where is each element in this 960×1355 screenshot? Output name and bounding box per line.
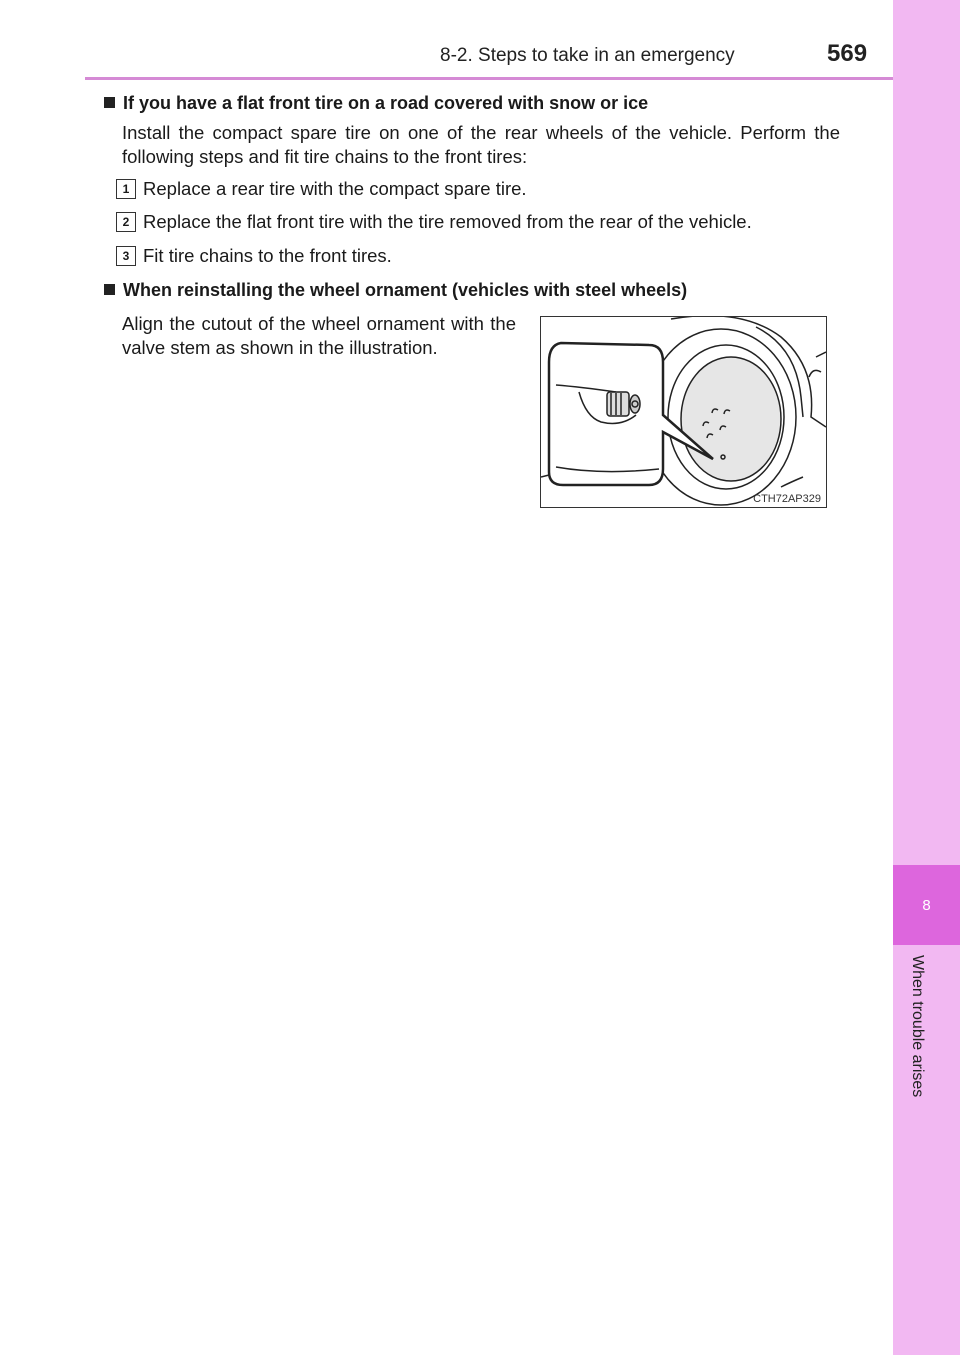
chapter-title: When trouble arises	[909, 955, 926, 1098]
square-bullet-icon	[104, 284, 115, 295]
heading-text: If you have a flat front tire on a road covered with snow or ice	[123, 93, 649, 113]
step-1	[116, 178, 527, 200]
wheel-illustration-svg	[541, 317, 826, 507]
heading-text: When reinstalling the wheel ornament (vehicles with steel wheels)	[123, 280, 688, 300]
page-number: 569	[827, 40, 868, 67]
step-text: Replace a rear tire with the compact spare tire.	[143, 178, 527, 199]
step-number-badge: 3	[116, 246, 136, 266]
step-text: Replace the flat front tire with the tire removed from the rear of the vehicle.	[143, 211, 752, 232]
chapter-number: 8	[922, 896, 931, 914]
step-3	[116, 245, 392, 267]
step-text: Fit tire chains to the front tires.	[143, 245, 392, 266]
square-bullet-icon	[104, 97, 115, 108]
heading-wheel-ornament	[104, 280, 687, 301]
header-rule	[85, 77, 893, 80]
step-2	[116, 211, 752, 233]
wheel-ornament-illustration	[540, 316, 827, 508]
chapter-number-tab[interactable]	[893, 865, 960, 945]
paragraph-install: Install the compact spare tire on one of the rear wheels of the vehicle. Perform the following steps and fit tire chains to the front tires:	[122, 122, 840, 167]
step-number-badge: 1	[116, 179, 136, 199]
step-number-badge: 2	[116, 212, 136, 232]
figure-code: CTH72AP329	[753, 493, 821, 505]
section-title: 8-2. Steps to take in an emergency	[440, 45, 735, 66]
chapter-side-tab	[893, 0, 960, 1355]
heading-flat-front-tire	[104, 93, 648, 114]
paragraph-align: Align the cutout of the wheel ornament with the valve stem as shown in the illustration.	[122, 313, 516, 358]
